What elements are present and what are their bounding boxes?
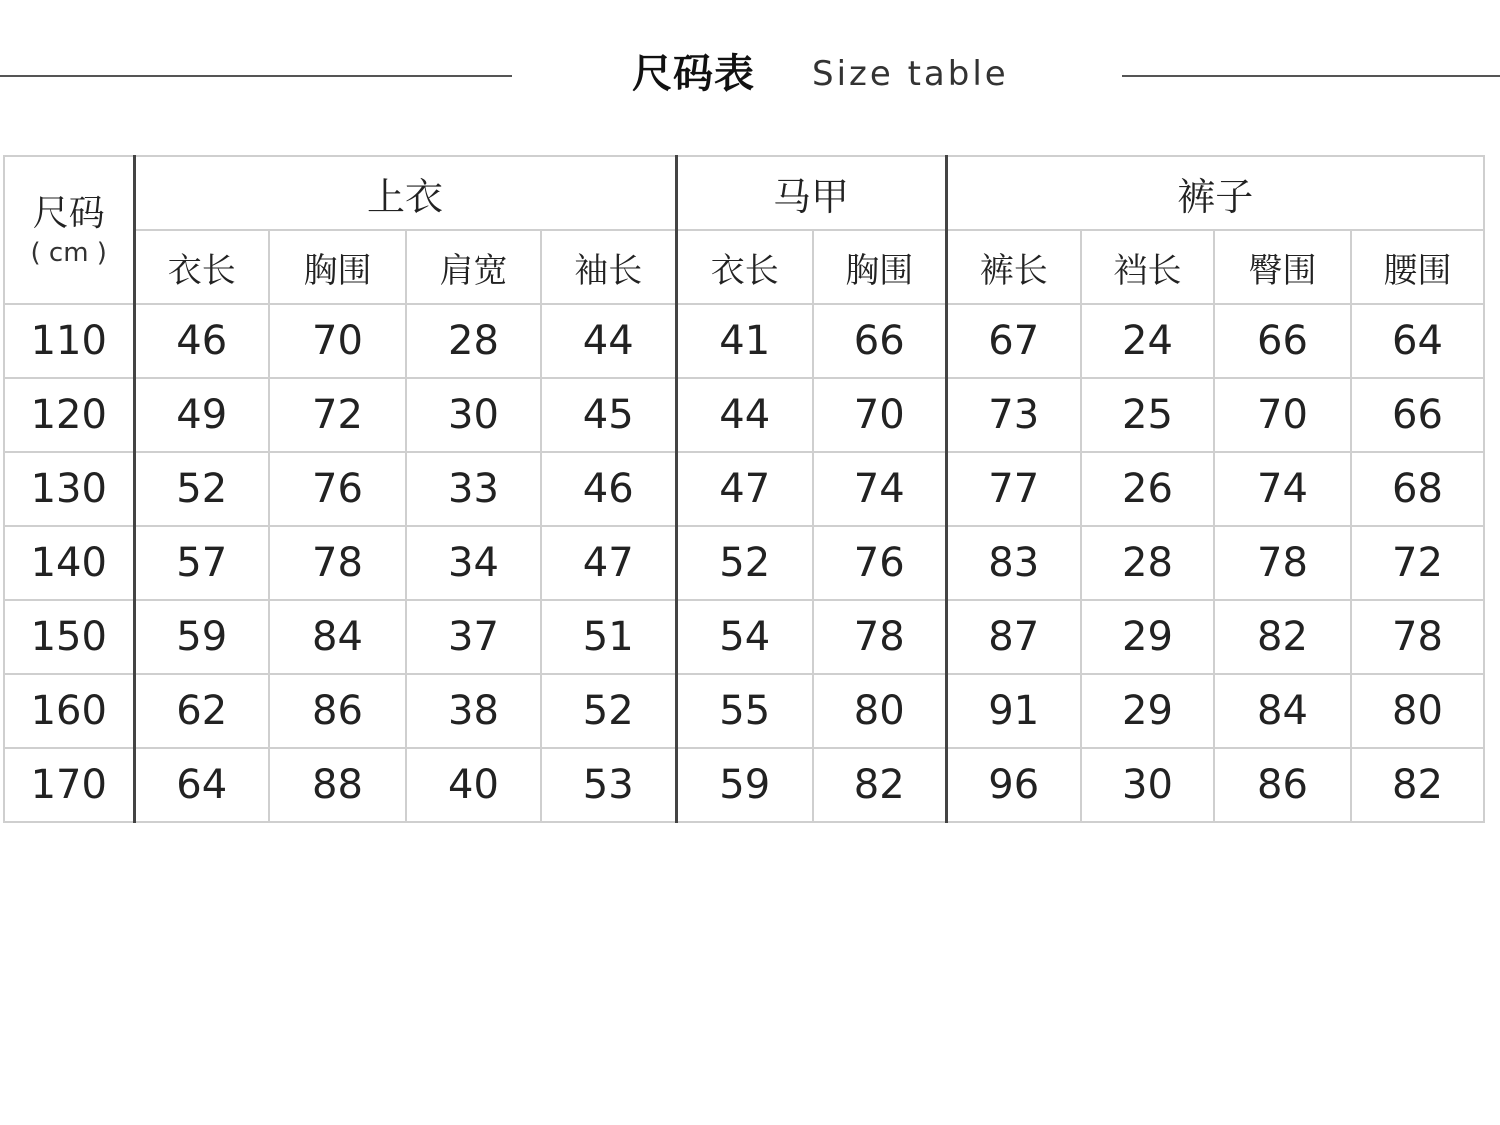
page-title-en: Size table <box>812 54 1009 94</box>
measurement-cell: 44 <box>676 378 813 452</box>
size-cell: 110 <box>4 304 134 378</box>
measurement-cell: 76 <box>813 526 946 600</box>
size-cell: 140 <box>4 526 134 600</box>
group-header-pants: 裤子 <box>946 156 1484 230</box>
title-divider-right <box>1122 75 1500 77</box>
measurement-cell: 28 <box>1081 526 1214 600</box>
measurement-cell: 72 <box>269 378 406 452</box>
column-header: 腰围 <box>1351 230 1484 304</box>
measurement-cell: 74 <box>1214 452 1351 526</box>
measurement-cell: 91 <box>946 674 1081 748</box>
measurement-cell: 82 <box>813 748 946 822</box>
measurement-cell: 57 <box>134 526 269 600</box>
measurement-cell: 64 <box>134 748 269 822</box>
measurement-cell: 44 <box>541 304 676 378</box>
measurement-cell: 24 <box>1081 304 1214 378</box>
measurement-cell: 82 <box>1214 600 1351 674</box>
measurement-cell: 86 <box>269 674 406 748</box>
measurement-cell: 54 <box>676 600 813 674</box>
measurement-cell: 28 <box>406 304 541 378</box>
size-cell: 120 <box>4 378 134 452</box>
column-header: 衣长 <box>134 230 269 304</box>
measurement-cell: 74 <box>813 452 946 526</box>
measurement-cell: 83 <box>946 526 1081 600</box>
size-unit-label: ( cm ) <box>30 238 107 268</box>
measurement-cell: 64 <box>1351 304 1484 378</box>
measurement-cell: 84 <box>1214 674 1351 748</box>
measurement-cell: 70 <box>813 378 946 452</box>
measurement-cell: 77 <box>946 452 1081 526</box>
table-row <box>4 526 1484 600</box>
measurement-cell: 52 <box>541 674 676 748</box>
measurement-cell: 55 <box>676 674 813 748</box>
size-header-cell <box>4 156 134 304</box>
size-cell: 150 <box>4 600 134 674</box>
measurement-cell: 68 <box>1351 452 1484 526</box>
measurement-cell: 80 <box>813 674 946 748</box>
measurement-cell: 29 <box>1081 600 1214 674</box>
size-table <box>3 155 1485 823</box>
measurement-cell: 33 <box>406 452 541 526</box>
measurement-cell: 72 <box>1351 526 1484 600</box>
measurement-cell: 26 <box>1081 452 1214 526</box>
measurement-cell: 25 <box>1081 378 1214 452</box>
measurement-cell: 46 <box>541 452 676 526</box>
measurement-cell: 96 <box>946 748 1081 822</box>
measurement-cell: 37 <box>406 600 541 674</box>
measurement-cell: 76 <box>269 452 406 526</box>
size-header-label: 尺码 <box>32 193 105 234</box>
measurement-cell: 80 <box>1351 674 1484 748</box>
measurement-cell: 66 <box>813 304 946 378</box>
measurement-cell: 46 <box>134 304 269 378</box>
column-header: 臀围 <box>1214 230 1351 304</box>
group-header-vest: 马甲 <box>676 156 946 230</box>
measurement-cell: 49 <box>134 378 269 452</box>
measurement-cell: 70 <box>269 304 406 378</box>
measurement-cell: 86 <box>1214 748 1351 822</box>
table-row <box>4 674 1484 748</box>
measurement-cell: 67 <box>946 304 1081 378</box>
measurement-cell: 59 <box>676 748 813 822</box>
title-divider-left <box>0 75 512 77</box>
column-header: 肩宽 <box>406 230 541 304</box>
measurement-cell: 78 <box>1351 600 1484 674</box>
table-row <box>4 452 1484 526</box>
measurement-cell: 45 <box>541 378 676 452</box>
measurement-cell: 78 <box>269 526 406 600</box>
measurement-cell: 84 <box>269 600 406 674</box>
measurement-cell: 47 <box>676 452 813 526</box>
column-header: 裆长 <box>1081 230 1214 304</box>
page-title-cn: 尺码表 <box>632 51 755 97</box>
table-body <box>4 304 1484 822</box>
size-cell: 160 <box>4 674 134 748</box>
column-header: 袖长 <box>541 230 676 304</box>
column-header: 胸围 <box>813 230 946 304</box>
measurement-cell: 52 <box>676 526 813 600</box>
measurement-cell: 30 <box>1081 748 1214 822</box>
measurement-cell: 73 <box>946 378 1081 452</box>
measurement-cell: 62 <box>134 674 269 748</box>
measurement-cell: 82 <box>1351 748 1484 822</box>
measurement-cell: 87 <box>946 600 1081 674</box>
measurement-cell: 59 <box>134 600 269 674</box>
table-row <box>4 600 1484 674</box>
measurement-cell: 70 <box>1214 378 1351 452</box>
size-cell: 170 <box>4 748 134 822</box>
size-cell: 130 <box>4 452 134 526</box>
measurement-cell: 41 <box>676 304 813 378</box>
measurement-cell: 66 <box>1214 304 1351 378</box>
measurement-cell: 78 <box>1214 526 1351 600</box>
group-header-top: 上衣 <box>134 156 676 230</box>
table-row <box>4 748 1484 822</box>
measurement-cell: 47 <box>541 526 676 600</box>
measurement-cell: 52 <box>134 452 269 526</box>
measurement-cell: 40 <box>406 748 541 822</box>
table-row <box>4 304 1484 378</box>
column-header: 胸围 <box>269 230 406 304</box>
measurement-cell: 78 <box>813 600 946 674</box>
measurement-cell: 88 <box>269 748 406 822</box>
measurement-cell: 53 <box>541 748 676 822</box>
measurement-cell: 38 <box>406 674 541 748</box>
column-header: 衣长 <box>676 230 813 304</box>
measurement-cell: 29 <box>1081 674 1214 748</box>
table-row <box>4 378 1484 452</box>
column-header: 裤长 <box>946 230 1081 304</box>
measurement-cell: 30 <box>406 378 541 452</box>
measurement-cell: 51 <box>541 600 676 674</box>
measurement-cell: 34 <box>406 526 541 600</box>
measurement-cell: 66 <box>1351 378 1484 452</box>
